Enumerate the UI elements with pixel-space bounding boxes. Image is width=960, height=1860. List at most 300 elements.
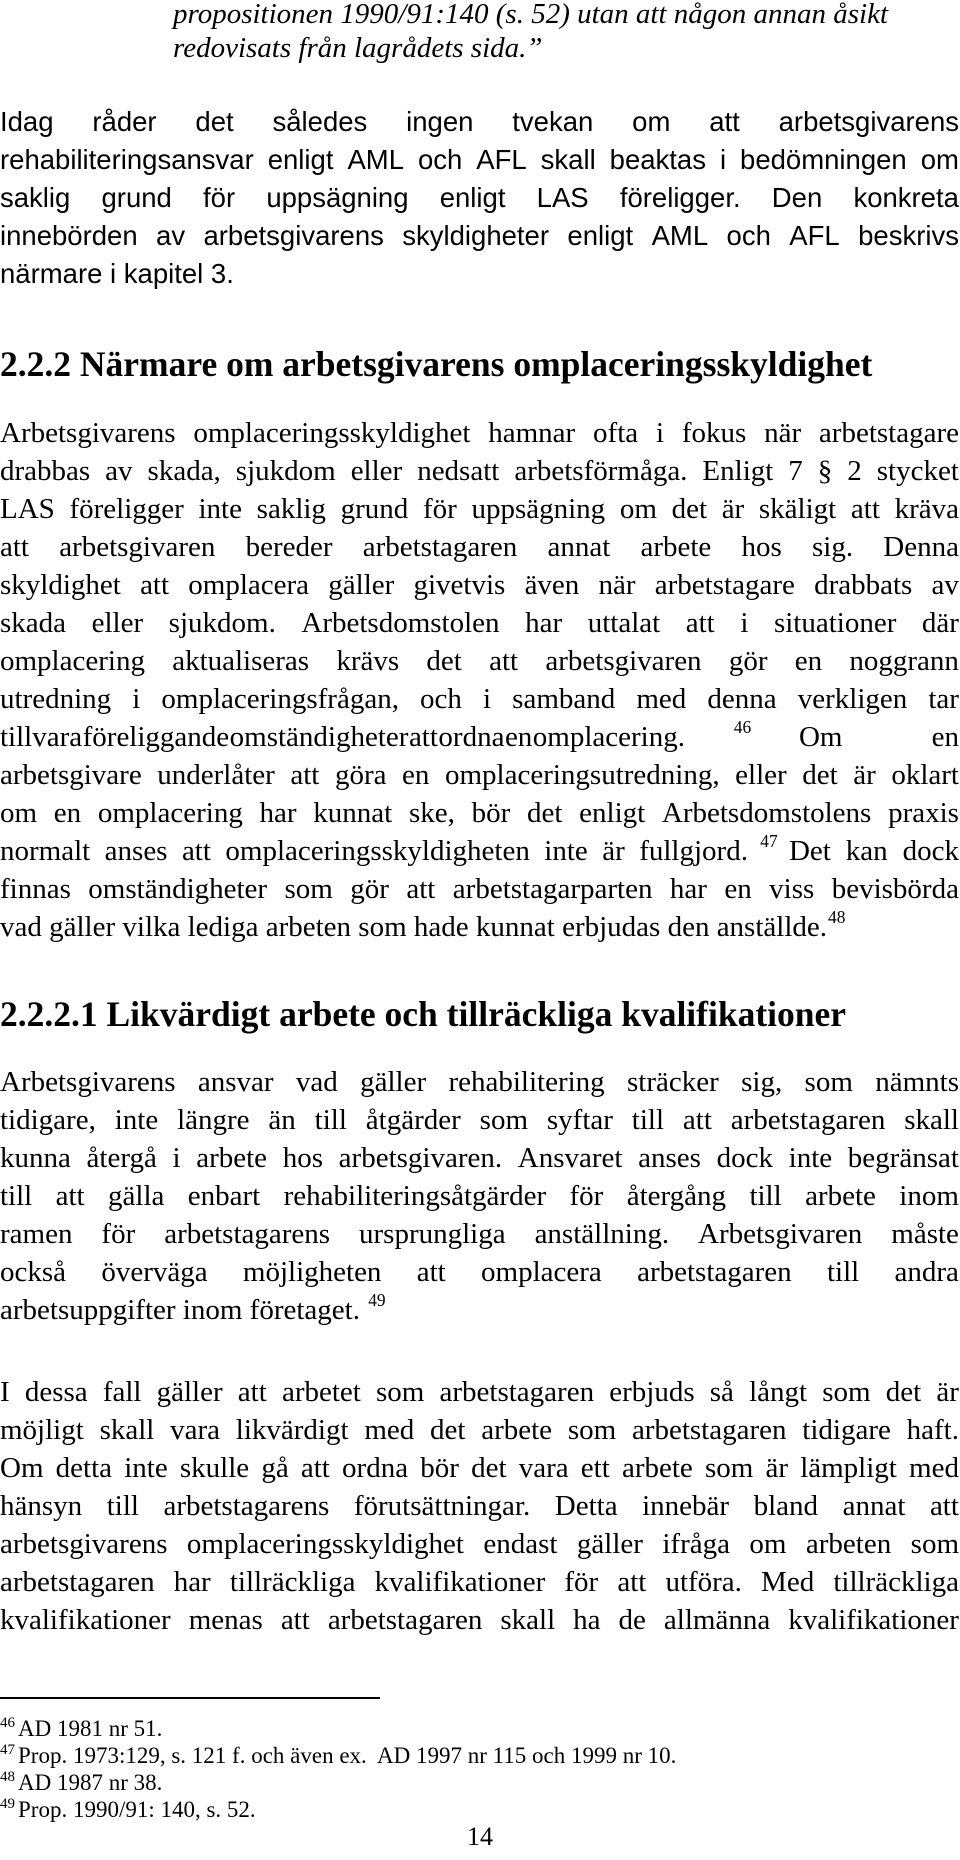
word: ske, [408, 797, 455, 829]
word: skada, [147, 455, 221, 487]
word: att [416, 1256, 446, 1288]
word: omplaceringsskyldighet [186, 1528, 464, 1560]
word: arbetstagaren [327, 1604, 483, 1636]
word: innebär [642, 1490, 730, 1522]
word: Arbetsgivarens [0, 417, 176, 449]
word: och [726, 220, 771, 251]
word: uppsägning [266, 182, 409, 213]
word: hänsyn [0, 1490, 83, 1522]
word: endast [483, 1528, 558, 1560]
word: förutsättningar. [353, 1490, 531, 1522]
word: drabbas [0, 455, 91, 487]
text-line [0, 1490, 959, 1530]
word: inte [114, 1104, 159, 1136]
word: omplacera [481, 1256, 602, 1288]
word: inte [788, 1142, 833, 1174]
page-number: 14 [467, 1822, 493, 1851]
word: begränsat [847, 1142, 959, 1174]
word: AML [347, 144, 404, 175]
word: ansvar [197, 1066, 274, 1098]
text-line [0, 607, 959, 647]
word: arbetsförmåga. [514, 455, 688, 487]
text-run [789, 835, 959, 875]
word: med [909, 1452, 959, 1484]
word: sträcker [627, 1066, 719, 1098]
word: för [569, 1180, 604, 1212]
word: som [284, 873, 333, 905]
text-run [799, 721, 959, 761]
word: likvärdigt [235, 1414, 349, 1446]
text-line [0, 1376, 959, 1416]
word: för [101, 1218, 136, 1250]
word: så [709, 1376, 734, 1408]
word: tillräckliga [833, 1566, 959, 1598]
word: omplacering [0, 645, 145, 677]
footnote-number: 47 [0, 1742, 15, 1758]
word: § [817, 455, 833, 487]
word: kunnat [313, 797, 393, 829]
word: att [55, 1180, 85, 1212]
word: enligt [267, 144, 334, 175]
word: eller [350, 455, 403, 487]
word: Ansvaret [517, 1142, 623, 1174]
word: vara [170, 1414, 221, 1446]
word: gör [728, 645, 768, 677]
word: kvalifikationer [788, 1604, 959, 1636]
text-line [0, 569, 959, 609]
word: återgå [86, 1142, 157, 1174]
word: kvalifikationer [374, 1566, 546, 1598]
word: ett [580, 1452, 610, 1484]
word: måste [891, 1218, 959, 1250]
word: fokus [681, 417, 747, 449]
word: uttalat [587, 607, 661, 639]
word: i [132, 683, 141, 715]
word: bereder [245, 531, 333, 563]
word: tvekan [512, 106, 594, 137]
word: saklig [0, 182, 71, 213]
word: det [426, 645, 462, 677]
word: skulle [179, 1452, 250, 1484]
word: även [524, 569, 580, 601]
word: att [406, 873, 436, 905]
word: Detta [554, 1490, 618, 1522]
word: det [885, 1376, 922, 1408]
footnote-46 [0, 1716, 162, 1742]
word: skall [904, 1104, 959, 1136]
word: som [910, 1528, 959, 1560]
footnote-text: Prop. 1973:129, s. 121 f. och även ex. AD 1997 nr 115 och 1999 nr 10. [18, 1743, 677, 1768]
word: att [280, 1604, 310, 1636]
text-line [0, 1142, 959, 1182]
word: gå [261, 1452, 289, 1484]
word: syftar [546, 1104, 613, 1136]
word: arbetsgivarens [0, 1528, 168, 1560]
word: bland [753, 1490, 819, 1522]
word: givetvis [413, 569, 506, 601]
word: av [156, 220, 186, 251]
word: arbetsgivare [0, 759, 142, 791]
word: skall [540, 144, 596, 175]
word: dock [902, 835, 959, 867]
word: drabbats [814, 569, 913, 601]
word: arbetstagaren [0, 1566, 155, 1598]
word: föreligger. [619, 182, 741, 213]
word: Med [761, 1566, 815, 1598]
text-line [0, 1604, 959, 1644]
word: arbetsgivaren. [338, 1142, 503, 1174]
word: har [525, 607, 563, 639]
text-line [0, 1414, 959, 1454]
word: att [237, 1376, 267, 1408]
word: sjukdom [235, 455, 336, 487]
footnote-text: Prop. 1990/91: 140, s. 52. [18, 1797, 256, 1822]
word: utredning [0, 683, 112, 715]
word: eller [735, 759, 787, 791]
word: göra [334, 759, 387, 791]
word: i [483, 683, 492, 715]
word: gör [350, 873, 389, 905]
footnote-47 [0, 1743, 676, 1769]
word: gälla [108, 1180, 165, 1212]
text-line [0, 182, 959, 222]
text-line [0, 1180, 959, 1220]
word: möjligheten [242, 1256, 382, 1288]
word: uppsägning [471, 493, 606, 525]
footnote-ref-49: 49 [368, 1290, 386, 1311]
word: omplacera [188, 569, 310, 601]
word: menas [188, 1604, 263, 1636]
word: således [272, 106, 368, 137]
word: i [655, 417, 664, 449]
word: bedömningen [740, 144, 907, 175]
word: att [0, 531, 29, 563]
word: när [764, 417, 802, 449]
word: samband [512, 683, 616, 715]
word: vara [518, 1452, 569, 1484]
word: möjligt [0, 1414, 84, 1446]
text-run: vad gäller vilka lediga arbeten som hade kunnat erbjudas den anställde. [0, 911, 828, 943]
word: gäller [360, 1066, 427, 1098]
word: nämnts [875, 1066, 959, 1098]
word: inte [544, 835, 588, 867]
text-line [0, 1256, 959, 1296]
word: utföra. [665, 1566, 742, 1598]
word: grund [101, 182, 172, 213]
word: ordna [342, 1452, 409, 1484]
word: med [636, 683, 687, 715]
word: Denna [883, 531, 959, 563]
word: att [850, 493, 880, 525]
text-line [0, 144, 959, 184]
word: om [619, 493, 657, 525]
word: att [290, 759, 320, 791]
word: arbete [481, 1414, 553, 1446]
word: i [172, 1142, 181, 1174]
word: skada [0, 607, 67, 639]
word: längre [177, 1104, 250, 1136]
word: sig, [741, 1066, 783, 1098]
word: en [724, 873, 752, 905]
word: om [632, 106, 671, 137]
word: att [617, 1566, 647, 1598]
word: underlåter [157, 759, 275, 791]
word: Arbetsdomstolens [661, 797, 872, 829]
text-line [0, 106, 959, 146]
text-line [0, 531, 959, 571]
word: att [300, 1452, 330, 1484]
text-line [0, 907, 846, 951]
word: Det [788, 835, 831, 867]
word: LAS [0, 493, 55, 525]
word: kvalifikationer [0, 1604, 171, 1636]
text-line: närmare i kapitel 3. [0, 258, 234, 289]
word: oklart [891, 759, 959, 791]
word: Om [798, 721, 843, 753]
word: verkligen [797, 683, 908, 715]
word: ingen [406, 106, 474, 137]
word: anses [638, 1142, 701, 1174]
word: av [105, 455, 133, 487]
word: och [417, 144, 463, 175]
word: till [826, 1256, 860, 1288]
section-heading: 2.2.2 Närmare om arbetsgivarens omplaceringsskyldighet [0, 344, 873, 384]
word: saklig [256, 493, 326, 525]
quote-line: redovisats från lagrådets sida.” [173, 32, 543, 64]
word: skyldighet [0, 569, 121, 601]
word: kan [845, 835, 888, 867]
text-line [0, 797, 959, 837]
word: föreliggande [82, 721, 230, 753]
word: är [765, 1452, 789, 1484]
word: det [195, 106, 234, 137]
word: andra [894, 1256, 959, 1288]
word: arbete [640, 531, 712, 563]
word: sig. [811, 531, 854, 563]
word: en [53, 797, 82, 829]
word: beskrivs [858, 220, 959, 251]
word: beaktas [609, 144, 706, 175]
word: viss [769, 873, 815, 905]
word: I [0, 1376, 10, 1408]
word: att [181, 835, 211, 867]
word: för [422, 493, 457, 525]
word: normalt [0, 835, 91, 867]
word: en [504, 721, 533, 753]
word: som [704, 1452, 754, 1484]
word: enligt [439, 182, 506, 213]
word: Arbetsgivaren [698, 1218, 863, 1250]
word: vad [295, 1066, 338, 1098]
word: aktualiseras [172, 645, 310, 677]
word: i [719, 144, 727, 175]
word: inte [124, 1452, 168, 1484]
word: omständigheter [229, 721, 409, 753]
word: som [376, 1376, 425, 1408]
word: denna [707, 683, 777, 715]
word: ifråga [662, 1528, 730, 1560]
word: som [567, 1414, 617, 1446]
word: för [203, 182, 236, 213]
footnote-49 [0, 1797, 256, 1823]
word: enbart [187, 1180, 261, 1212]
word: bevisbörda [831, 873, 959, 905]
word: arbete [196, 1142, 268, 1174]
word: är [721, 493, 745, 525]
word: och [420, 683, 462, 715]
word: har [259, 797, 297, 829]
word: där [921, 607, 959, 639]
word: anställning. [534, 1218, 670, 1250]
word: arbetstagarens [164, 1218, 331, 1250]
text-run [0, 721, 685, 761]
word: en [931, 721, 959, 753]
word: som [822, 1376, 871, 1408]
word: arbeten [805, 1528, 892, 1560]
text-line [0, 417, 959, 457]
word: dessa [24, 1376, 88, 1408]
word: arbete [805, 1180, 876, 1212]
text-line [0, 1290, 386, 1334]
text-run: arbetsuppgifter inom företaget. [0, 1294, 360, 1326]
word: hos [741, 531, 782, 563]
word: gäller [576, 1528, 643, 1560]
word: Arbetsdomstolen [301, 607, 500, 639]
word: att [489, 645, 519, 677]
word: dock [716, 1142, 773, 1174]
word: arbetstagare [654, 569, 795, 601]
text-run [0, 835, 748, 875]
word: omplacering [97, 797, 243, 829]
word: att [408, 721, 438, 753]
word: tillvara [0, 721, 83, 753]
word: omplaceringsskyldighet [193, 417, 471, 449]
text-line [0, 1452, 959, 1492]
word: ha [573, 1604, 601, 1636]
word: skall [500, 1604, 556, 1636]
word: AML [651, 220, 709, 251]
word: innebörden [0, 220, 138, 251]
word: också [0, 1256, 67, 1288]
word: arbetstagaren [631, 1414, 787, 1446]
word: skäligt [758, 493, 837, 525]
word: arbetstagaren [637, 1256, 792, 1288]
word: av [931, 569, 959, 601]
word: annat [842, 1490, 906, 1522]
word: hamnar [488, 417, 576, 449]
word: stycket [876, 455, 959, 487]
word: skall [99, 1414, 155, 1446]
word: med [364, 1414, 415, 1446]
word: omständigheter [88, 873, 268, 905]
word: som [479, 1104, 528, 1136]
text-line [0, 455, 959, 495]
word: Arbetsgivarens [0, 1066, 176, 1098]
word: 7 [788, 455, 803, 487]
word: Om [0, 1452, 44, 1484]
word: föreligger [69, 493, 184, 525]
word: sjukdom. [168, 607, 276, 639]
word: rehabilitering [448, 1066, 605, 1098]
word: LAS [536, 182, 589, 213]
word: Den [771, 182, 823, 213]
word: det [526, 797, 563, 829]
word: anses [104, 835, 168, 867]
word: enligt [579, 797, 646, 829]
text-line [0, 1566, 959, 1606]
footnote-number: 46 [0, 1715, 15, 1731]
word: gäller [328, 569, 395, 601]
word: situationer [773, 607, 897, 639]
word: rehabiliteringsansvar [0, 144, 254, 175]
word: noggrann [849, 645, 959, 677]
word: att [709, 106, 740, 137]
word: till [106, 1490, 139, 1522]
footnote-text: AD 1987 nr 38. [18, 1770, 163, 1795]
word: lämpligt [800, 1452, 897, 1484]
word: Enligt [702, 455, 774, 487]
word: ordna [438, 721, 505, 753]
word: nedsatt [417, 455, 500, 487]
word: tidigare, [0, 1104, 96, 1136]
word: det [471, 1452, 507, 1484]
footnote-divider [0, 1697, 380, 1699]
word: arbetsgivarens [778, 106, 959, 137]
word: än [268, 1104, 296, 1136]
word: råder [92, 106, 157, 137]
word: till [0, 1180, 33, 1212]
word: att [929, 1490, 959, 1522]
word: till [314, 1104, 347, 1136]
word: annat [547, 531, 611, 563]
word: tillräckliga [229, 1566, 356, 1598]
word: arbetet [281, 1376, 361, 1408]
word: ofta [593, 417, 639, 449]
word: krävs [336, 645, 400, 677]
footnote-ref-46: 46 [733, 717, 752, 738]
word: arbetsgivarens [203, 220, 384, 251]
footnote-ref-48: 48 [828, 907, 846, 928]
word: hos [282, 1142, 324, 1174]
footnote-text: AD 1981 nr 51. [18, 1716, 163, 1741]
text-line [0, 220, 959, 260]
word: tidigare [802, 1414, 891, 1446]
word: om [920, 144, 959, 175]
word: eller [91, 607, 144, 639]
word: är [602, 835, 625, 867]
text-line [0, 1528, 959, 1568]
word: om [749, 1528, 787, 1560]
word: när [598, 569, 636, 601]
word: allmänna [663, 1604, 771, 1636]
text-line [0, 873, 959, 913]
word: finnas [0, 873, 71, 905]
word: AFL [476, 144, 527, 175]
word: långt [749, 1376, 808, 1408]
word: omplaceringsfrågan, [161, 683, 399, 715]
text-line [0, 493, 959, 533]
word: en [794, 645, 823, 677]
word: en [402, 759, 430, 791]
word: arbetstagaren [439, 1376, 595, 1408]
word: praxis [888, 797, 959, 829]
word: arbetstagaren [362, 531, 518, 563]
word: omplaceringsskyldigheten [225, 835, 530, 867]
word: att [140, 569, 170, 601]
word: arbetstagarens [163, 1490, 330, 1522]
word: att [682, 1104, 712, 1136]
word: skyldigheter [402, 220, 550, 251]
